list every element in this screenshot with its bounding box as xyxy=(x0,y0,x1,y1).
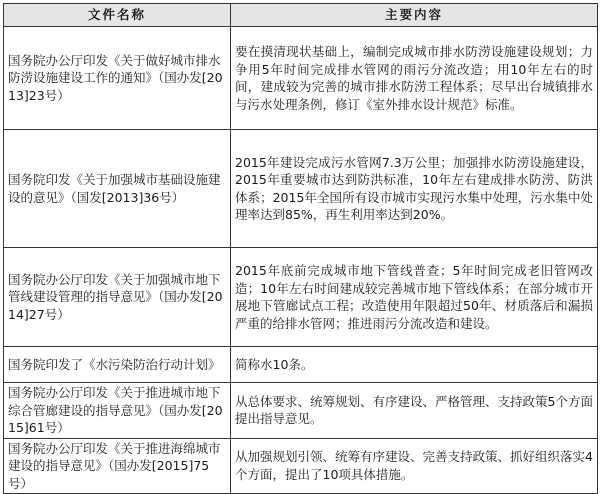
document-name-cell: 国务院办公厅印发《关于做好城市排水防涝设施建设工作的通知》（国办发[2013]23号） xyxy=(4,27,231,130)
table-row xyxy=(4,438,598,494)
header-main-content: 主要内容 xyxy=(231,4,598,27)
document-name-cell: 国务院办公厅印发《关于推进城市地下综合管廊建设的指导意见》（国办发[2015]61号） xyxy=(4,383,231,439)
table-row xyxy=(4,248,598,347)
document-content-cell: 要在摸清现状基础上，编制完成城市排水防涝设施建设规划；力争用5年时间完成排水管网的雨污分流改造；用10年左右的时间，建成较为完善的城市排水防涝工程体系；尽早出台城镇排水与污水处理条例，修订《室外排水设计规范》标准。 xyxy=(231,27,598,130)
document-content-cell: 简称水10条。 xyxy=(231,347,598,383)
document-content-cell: 2015年建设完成污水管网7.3万公里；加强排水防涝设施建设，2015年重要城市达到防洪标准，10年左右建成排水防涝、防洪体系；2015年全国所有设市城市实现污水集中处理，污水集中处理率达到85%，再生利用率达到20%。 xyxy=(231,130,598,248)
document-name-cell: 国务院办公厅印发《关于推进海绵城市建设的指导意见》（国办发[2015]75号） xyxy=(4,438,231,494)
table-row xyxy=(4,383,598,439)
table-row xyxy=(4,130,598,248)
table-header-row xyxy=(4,4,598,27)
document-content-cell: 从加强规划引领、统筹有序建设、完善支持政策、抓好组织落实4个方面，提出了10项具体措施。 xyxy=(231,438,598,494)
table-row xyxy=(4,347,598,383)
policy-documents-table xyxy=(3,3,598,494)
document-content-cell: 2015年底前完成城市地下管线普查；5年时间完成老旧管网改造；10年左右时间建成较完善城市地下管线体系；在部分城市开展地下管廊试点工程；改造使用年限超过50年、材质落后和漏损严重的给排水管网；推进雨污分流改造和建设。 xyxy=(231,248,598,347)
document-name-cell: 国务院印发了《水污染防治行动计划》 xyxy=(4,347,231,383)
document-content-cell: 从总体要求、统筹规划、有序建设、严格管理、支持政策5个方面提出指导意见。 xyxy=(231,383,598,439)
table-row xyxy=(4,27,598,130)
document-name-cell: 国务院办公厅印发《关于加强城市地下管线建设管理的指导意见》（国办发[2014]27号） xyxy=(4,248,231,347)
document-name-cell: 国务院印发《关于加强城市基础设施建设的意见》（国发[2013]36号） xyxy=(4,130,231,248)
header-document-name: 文件名称 xyxy=(4,4,231,27)
